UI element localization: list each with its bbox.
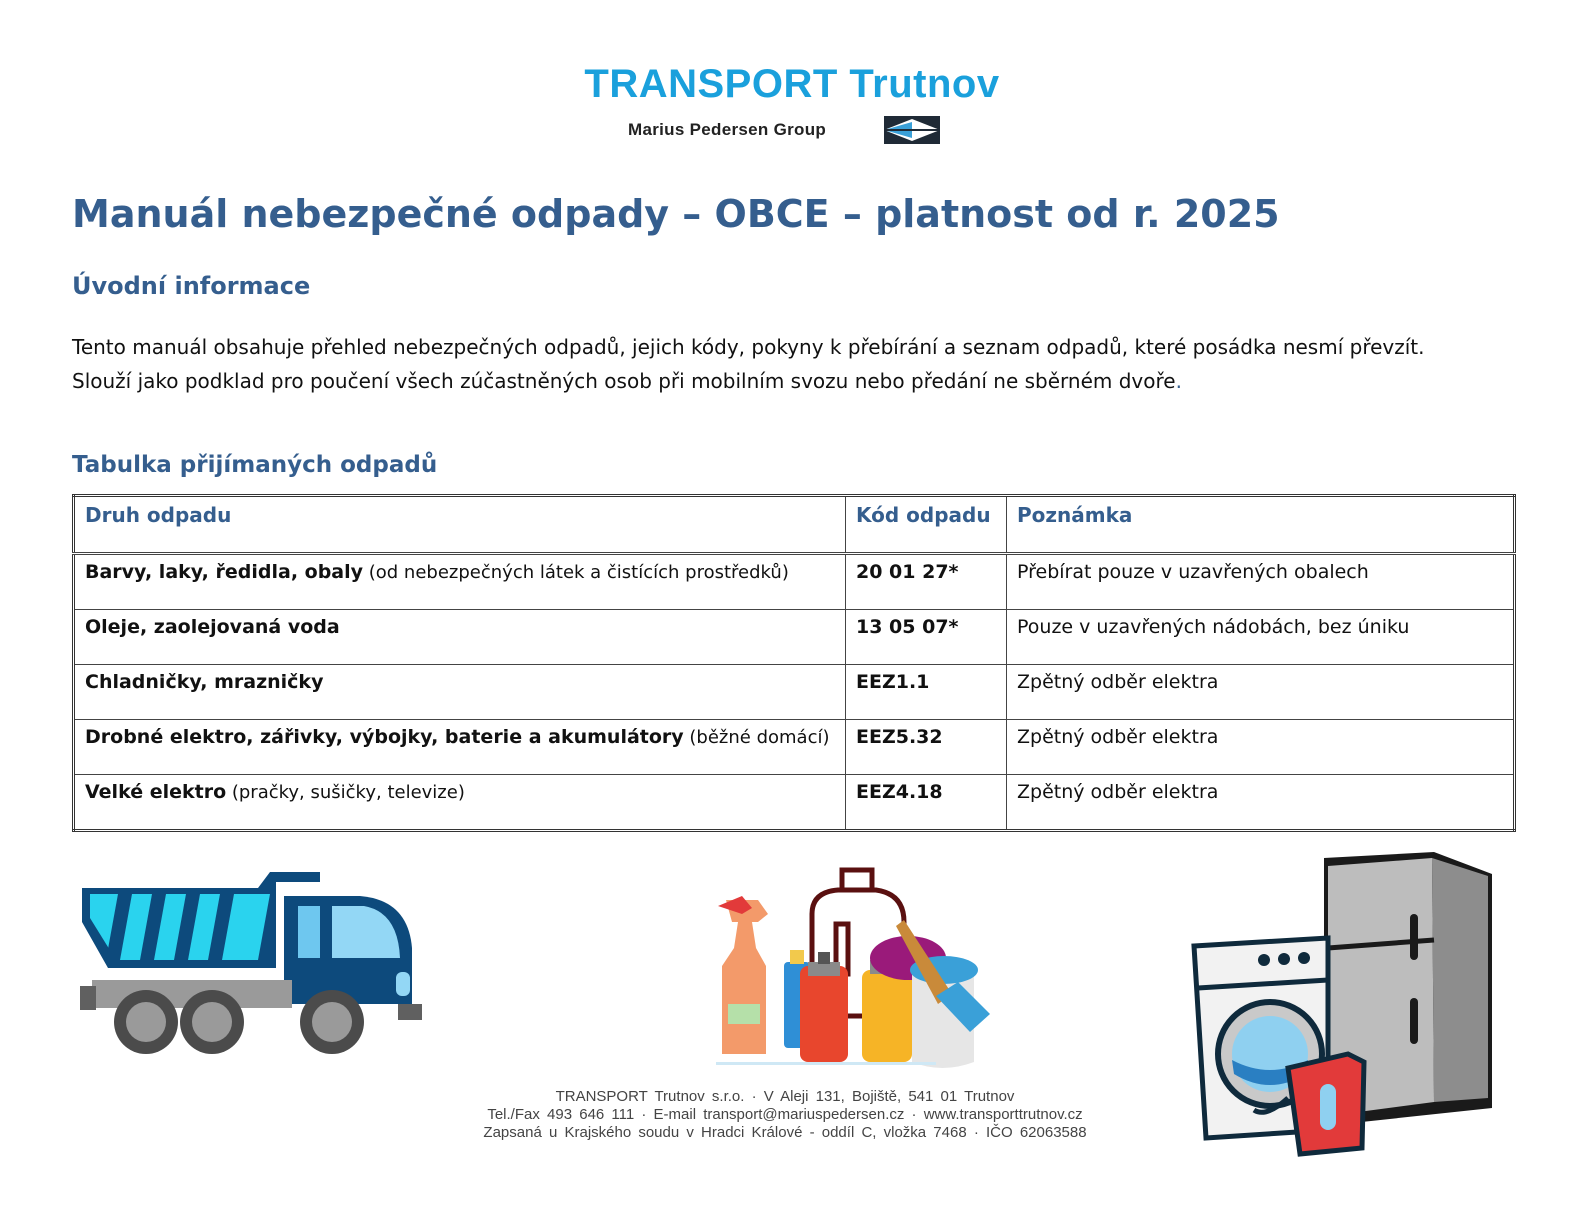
waste-code-cell: EEZ4.18 bbox=[846, 775, 1007, 831]
table-row bbox=[74, 720, 1515, 775]
intro-line-2-text: Slouží jako podklad pro poučení všech zúčastněných osob při mobilním svozu nebo předání ne sběrném dvoře bbox=[72, 369, 1176, 393]
table-row bbox=[74, 665, 1515, 720]
page-title: Manuál nebezpečné odpady – OBCE – platnost od r. 2025 bbox=[72, 192, 1280, 236]
column-header-note: Poznámka bbox=[1007, 496, 1515, 554]
table-row bbox=[74, 775, 1515, 831]
waste-name: Chladničky, mrazničky bbox=[85, 671, 324, 693]
waste-code-cell: 20 01 27* bbox=[846, 554, 1007, 610]
waste-note-cell: Přebírat pouze v uzavřených obalech bbox=[1007, 554, 1515, 610]
waste-type-cell bbox=[74, 554, 846, 610]
company-logo-title: TRANSPORT Trutnov bbox=[584, 62, 1000, 106]
footer-address: TRANSPORT Trutnov s.r.o. · V Aleji 131, Bojiště, 541 01 Trutnov bbox=[555, 1088, 1015, 1105]
dump-truck-illustration bbox=[80, 868, 425, 1063]
footer-contact: Tel./Fax 493 646 111 · E-mail transport@mariuspedersen.cz · www.transporttrutnov.cz bbox=[487, 1106, 1083, 1123]
waste-type-cell bbox=[74, 775, 846, 831]
table-row bbox=[74, 610, 1515, 665]
waste-type-cell bbox=[74, 665, 846, 720]
waste-note-cell: Zpětný odběr elektra bbox=[1007, 665, 1515, 720]
waste-type-cell bbox=[74, 720, 846, 775]
table-header-row bbox=[74, 496, 1515, 554]
column-header-waste-type: Druh odpadu bbox=[74, 496, 846, 554]
waste-code-cell: EEZ1.1 bbox=[846, 665, 1007, 720]
waste-note-cell: Pouze v uzavřených nádobách, bez úniku bbox=[1007, 610, 1515, 665]
waste-name: Drobné elektro, zářivky, výbojky, baterie a akumulátory bbox=[85, 726, 684, 748]
waste-detail: (běžné domácí) bbox=[683, 727, 830, 748]
waste-detail: (pračky, sušičky, televize) bbox=[226, 782, 465, 803]
waste-name: Oleje, zaolejovaná voda bbox=[85, 616, 340, 638]
intro-line-1: Tento manuál obsahuje přehled nebezpečných odpadů, jejich kódy, pokyny k přebírání a seznam odpadů, které posádka nesmí převzít. bbox=[72, 335, 1425, 359]
intro-paragraph bbox=[72, 330, 1522, 398]
waste-note-cell: Zpětný odběr elektra bbox=[1007, 720, 1515, 775]
marius-pedersen-flag-icon bbox=[884, 116, 940, 144]
waste-detail: (od nebezpečných látek a čistících prostředků) bbox=[363, 562, 789, 583]
waste-table bbox=[72, 494, 1516, 832]
waste-code-cell: EEZ5.32 bbox=[846, 720, 1007, 775]
intro-line-2-end: . bbox=[1175, 369, 1182, 393]
table-row bbox=[74, 554, 1515, 610]
column-header-waste-code: Kód odpadu bbox=[846, 496, 1007, 554]
waste-type-cell bbox=[74, 610, 846, 665]
intro-heading: Úvodní informace bbox=[72, 272, 311, 300]
company-footer bbox=[440, 1088, 1130, 1142]
waste-name: Velké elektro bbox=[85, 781, 227, 803]
appliances-illustration bbox=[1188, 848, 1498, 1158]
waste-note-cell: Zpětný odběr elektra bbox=[1007, 775, 1515, 831]
intro-line-2 bbox=[72, 364, 1522, 398]
waste-name: Barvy, laky, ředidla, obaly bbox=[85, 561, 364, 583]
cleaning-products-paint-illustration bbox=[712, 866, 1002, 1074]
waste-code-cell: 13 05 07* bbox=[846, 610, 1007, 665]
footer-registration: Zapsaná u Krajského soudu v Hradci Králové - oddíl C, vložka 7468 · IČO 62063588 bbox=[483, 1124, 1087, 1141]
table-heading: Tabulka přijímaných odpadů bbox=[72, 452, 438, 478]
company-logo-subtitle: Marius Pedersen Group bbox=[628, 120, 827, 139]
